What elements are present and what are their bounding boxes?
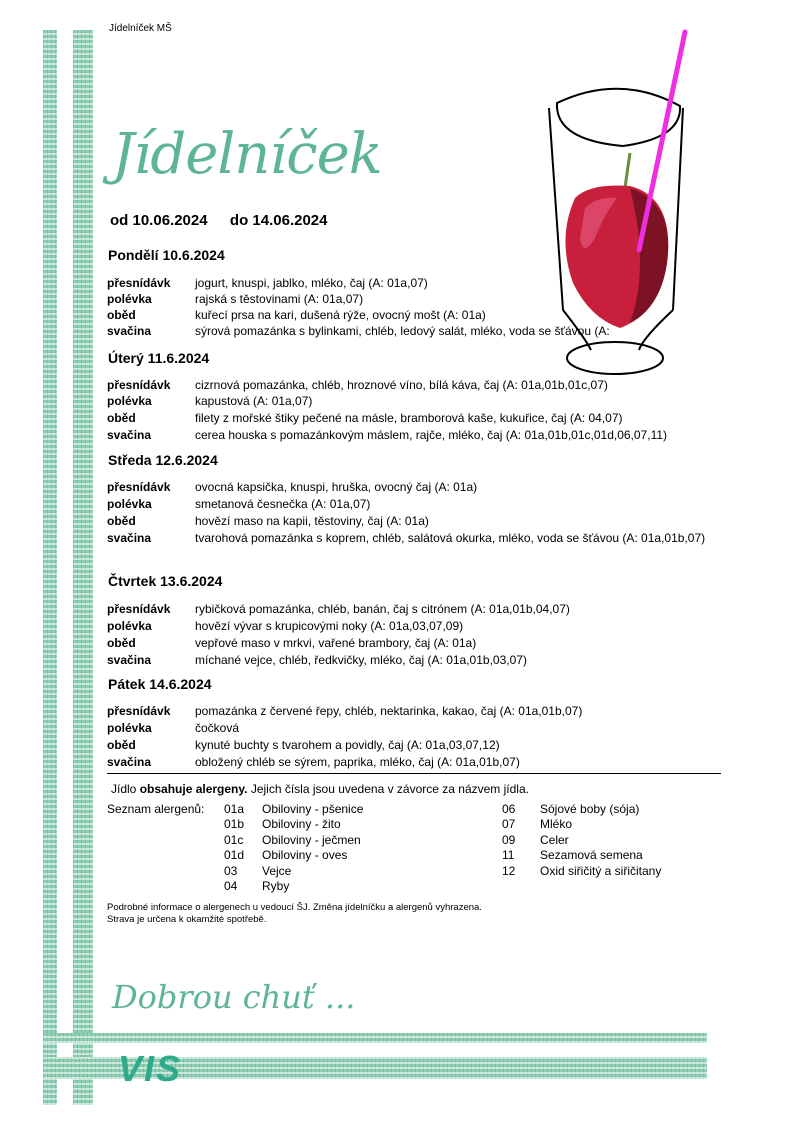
- allergen-name: Sezamová semena: [540, 848, 643, 862]
- footnote-allergen-info: Podrobné informace o alergenech u vedoucí ŠJ. Změna jídelníčku a alergenů vyhrazena.: [107, 902, 482, 913]
- meal-label: přesnídávk: [107, 378, 171, 392]
- allergen-code: 11: [502, 848, 515, 862]
- day-heading: Úterý 11.6.2024: [108, 350, 210, 366]
- meal-label: svačina: [107, 755, 152, 769]
- meal-value: rajská s těstovinami (A: 01a,07): [195, 292, 364, 306]
- allergen-code: 07: [502, 817, 516, 831]
- allergen-name: Obiloviny - oves: [262, 848, 348, 862]
- meal-value: kynuté buchty s tvarohem a povidly, čaj (A: 01a,03,07,12): [195, 738, 500, 752]
- meal-label: přesnídávk: [107, 276, 171, 290]
- meal-label: svačina: [107, 531, 152, 545]
- divider-line: [107, 773, 721, 774]
- meal-label: polévka: [107, 721, 152, 735]
- date-from-label: od: [110, 212, 129, 229]
- allergen-name: Mléko: [540, 817, 573, 831]
- meal-label: oběd: [107, 514, 136, 528]
- meal-label: přesnídávk: [107, 704, 171, 718]
- allergen-name: Obiloviny - žito: [262, 817, 341, 831]
- meal-label: polévka: [107, 292, 152, 306]
- meal-value: sýrová pomazánka s bylinkami, chléb, ledový salát, mléko, voda se šťávou (A:: [195, 324, 610, 338]
- allergen-code: 04: [224, 879, 238, 893]
- meal-value: smetanová česnečka (A: 01a,07): [195, 497, 371, 511]
- allergen-code: 09: [502, 833, 516, 847]
- meal-label: oběd: [107, 411, 136, 425]
- date-to-label: do: [229, 212, 249, 229]
- allergen-code: 06: [502, 802, 516, 816]
- allergen-name: Ryby: [262, 879, 290, 893]
- meal-label: polévka: [107, 497, 152, 511]
- date-range: [110, 212, 328, 229]
- allergen-name: Sójové boby (sója): [540, 802, 640, 816]
- meal-label: oběd: [107, 636, 136, 650]
- meal-value: filety z mořské štiky pečené na másle, bramborová kaše, kukuřice, čaj (A: 04,07): [195, 411, 623, 425]
- allergen-note: [111, 782, 529, 796]
- border-stripe-bottom-1: [43, 1033, 707, 1043]
- allergen-code: 12: [502, 864, 516, 878]
- allergen-code: 01a: [224, 802, 245, 816]
- meal-value: čočková: [195, 721, 240, 735]
- meal-value: kuřecí prsa na kari, dušená rýže, ovocný mošt (A: 01a): [195, 308, 486, 322]
- closing-greeting: Dobrou chuť ...: [112, 978, 356, 1016]
- allergen-name: Obiloviny - pšenice: [262, 802, 364, 816]
- allergen-name: Celer: [540, 833, 569, 847]
- meal-value: kapustová (A: 01a,07): [195, 394, 313, 408]
- meal-label: polévka: [107, 394, 152, 408]
- allergen-list-label: Seznam alergenů:: [107, 802, 205, 816]
- day-heading: Středa 12.6.2024: [108, 452, 218, 468]
- meal-value: hovězí maso na kapii, těstoviny, čaj (A: 01a): [195, 514, 429, 528]
- allergen-code: 01b: [224, 817, 245, 831]
- allergen-code: 01c: [224, 833, 244, 847]
- allergen-note-bold: obsahuje alergeny.: [139, 782, 248, 796]
- border-stripe-left-2: [73, 30, 93, 1105]
- meal-value: jogurt, knuspi, jablko, mléko, čaj (A: 01a,07): [195, 276, 428, 290]
- day-heading: Pondělí 10.6.2024: [108, 247, 225, 263]
- meal-label: oběd: [107, 738, 136, 752]
- document-label: Jídelníček MŠ: [109, 23, 172, 34]
- meal-value: cizrnová pomazánka, chléb, hroznové víno, bílá káva, čaj (A: 01a,01b,01c,07): [195, 378, 608, 392]
- meal-value: rybičková pomazánka, chléb, banán, čaj s citrónem (A: 01a,01b,04,07): [195, 602, 570, 616]
- meal-value: míchané vejce, chléb, ředkvičky, mléko, čaj (A: 01a,01b,03,07): [195, 653, 527, 667]
- day-heading: Pátek 14.6.2024: [108, 676, 212, 692]
- footnote-consumption: Strava je určena k okamžité spotřebě.: [107, 914, 267, 925]
- page-title: Jídelníček: [112, 122, 382, 187]
- allergen-name: Obiloviny - ječmen: [262, 833, 361, 847]
- meal-label: oběd: [107, 308, 136, 322]
- meal-label: svačina: [107, 324, 152, 338]
- vis-logo: VIS: [118, 1048, 183, 1089]
- meal-value: hovězí vývar s krupicovými noky (A: 01a,03,07,09): [195, 619, 464, 633]
- meal-label: svačina: [107, 653, 152, 667]
- meal-label: přesnídávk: [107, 480, 171, 494]
- meal-value: pomazánka z červené řepy, chléb, nektarinka, kakao, čaj (A: 01a,01b,07): [195, 704, 583, 718]
- meal-value: obložený chléb se sýrem, paprika, mléko, čaj (A: 01a,01b,07): [195, 755, 520, 769]
- allergen-note-pre: Jídlo: [111, 782, 140, 796]
- allergen-name: Vejce: [262, 864, 292, 878]
- date-to: 14.06.2024: [252, 212, 328, 229]
- allergen-note-post: Jejich čísla jsou uvedena v závorce za názvem jídla.: [247, 782, 529, 796]
- allergen-name: Oxid siřičitý a siřičitany: [540, 864, 662, 878]
- meal-label: polévka: [107, 619, 152, 633]
- meal-value: tvarohová pomazánka s koprem, chléb, salátová okurka, mléko, voda se šťávou (A: 01a,01b,07): [195, 531, 706, 545]
- meal-value: vepřové maso v mrkvi, vařené brambory, čaj (A: 01a): [195, 636, 477, 650]
- allergen-code: 03: [224, 864, 238, 878]
- border-stripe-left-1: [43, 30, 57, 1105]
- meal-value: ovocná kapsička, knuspi, hruška, ovocný čaj (A: 01a): [195, 480, 478, 494]
- meal-label: svačina: [107, 428, 152, 442]
- meal-label: přesnídávk: [107, 602, 171, 616]
- allergen-code: 01d: [224, 848, 245, 862]
- meal-value: cerea houska s pomazánkovým máslem, rajče, mléko, čaj (A: 01a,01b,01c,01d,06,07,11): [195, 428, 668, 442]
- date-from: 10.06.2024: [132, 212, 208, 229]
- day-heading: Čtvrtek 13.6.2024: [108, 573, 223, 589]
